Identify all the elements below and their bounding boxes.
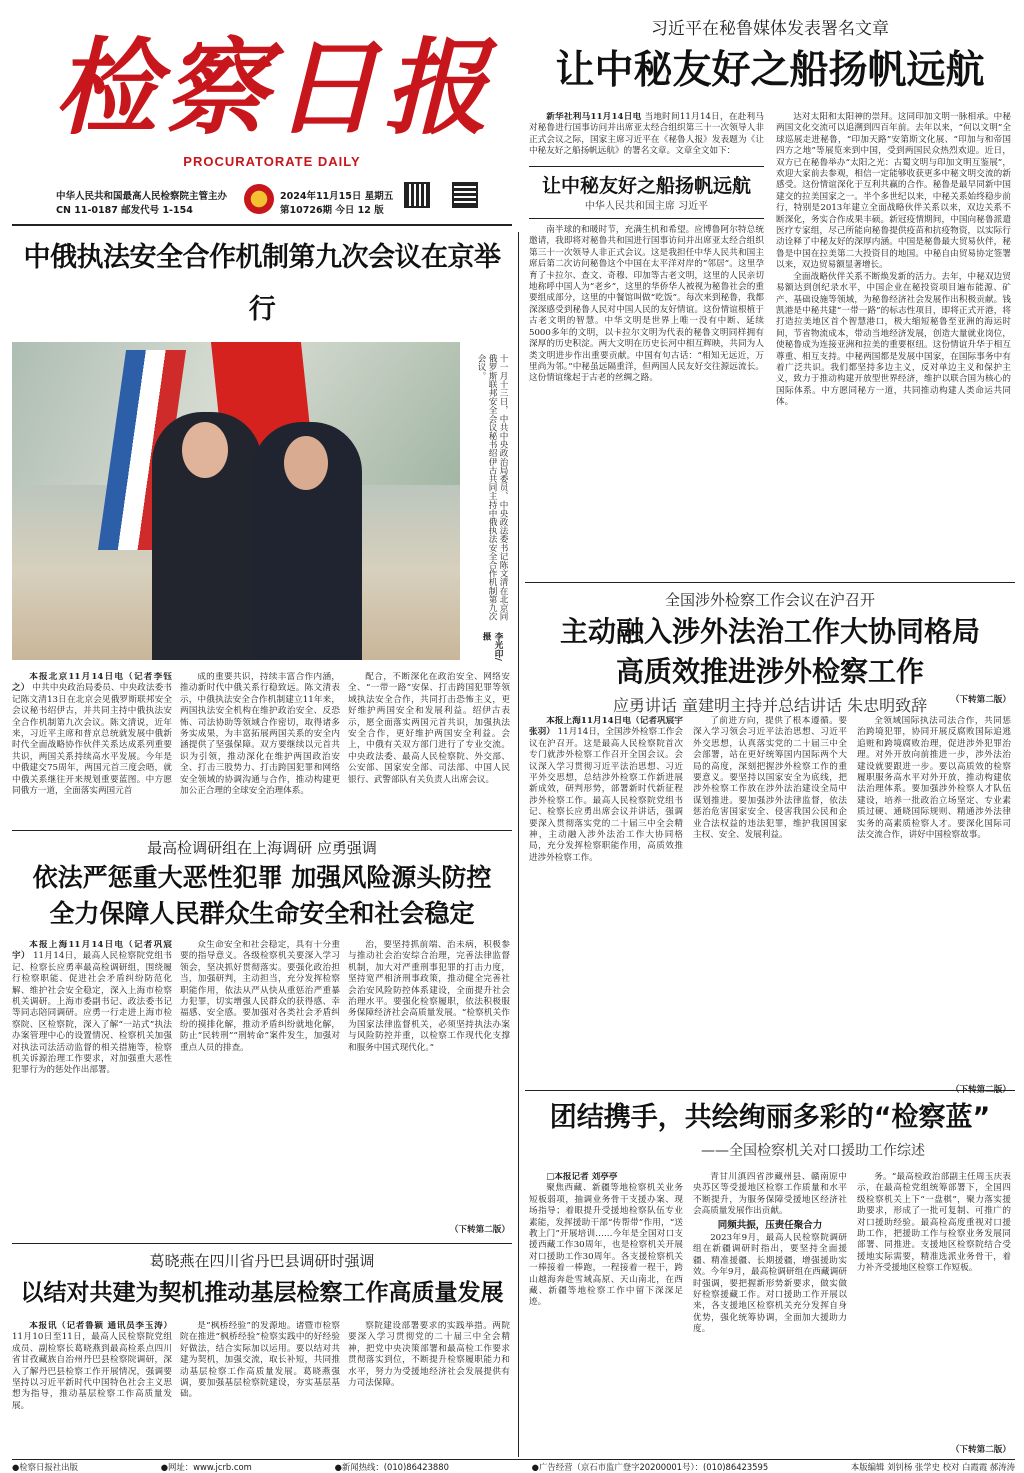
article-byline: 中华人民共和国主席 习近平 [584,200,709,212]
story-kicker: 全国涉外检察工作会议在沪召开 [664,591,875,609]
footer-ad: ●广告经营（京石市监广登字20200001号）：(010)86423595 [531,1462,769,1472]
top-story-headline: 让中秘友好之船扬帆远航 [555,48,985,93]
footer [12,1461,1015,1473]
story-headline: 高质效推进涉外检察工作 [615,655,924,688]
story-assistance [525,1096,1015,1456]
section-subheading: 同频共振，压责任聚合力 [717,1219,823,1231]
continued-note: （下转第二版） [449,1224,510,1235]
story-shanghai [12,836,512,1236]
story-kicker: 最高检调研组在上海调研 应勇强调 [147,839,377,857]
qr-code-icon[interactable] [404,182,430,208]
top-story-text: 达对太阳和太阳神的崇拜。这同印加文明一脉相承。中秘两国文化交流可以追溯到四百年前。去年以来，“何以文明”全球巡展走进秘鲁，“印加天路”安第斯文化展、“印加与和帝国四方之地”等展览来到中国，受到两国民众热烈欢迎。近日，双方已在秘鲁举办“太阳之光：古蜀文明与印加文明互鉴展”，欢迎大家前去参观，相信一定能够收获更多中秘文明交流的新感受。这份情谊深化于互利共赢的合作。秘鲁是最早同新中国建交的拉美国家之一。半个多世纪以来，中秘关系始终稳步前行，特别是2013年建立全面战略伙伴关系以来，双边关系不断深化，务实合作成果丰硕。新冠疫情期间，中国向秘鲁派遣医疗专家组，尽己所能向秘鲁提供疫苗和抗疫物资，以实际行动诠释了中秘友好的深厚内涵。中国是秘鲁最大贸易伙伴，秘鲁是中国在拉美第二大投资目的地国。中秘自由贸易协定签署以来，双边贸易额显著增长。 [776,112,1011,271]
story-column: 成的重要共识，持续丰富合作内涵，推动新时代中俄关系行稳致远。陈文清表示，中俄执法安全合作机制建立11年来，两国执法安全机构在维护政治安全、反恐怖、司法协助等领域合作密切，取得诸多务实成果，为丰富拓展两国关系的安全内涵提供了坚强保障。双方要继续以元首共识为引领，推动深化在维护两国政治安全、打击三股势力、打击跨国犯罪和网络安全领域的协调沟通与合作，推动构建更加公正合理的全球安全治理体系。 [180,672,340,797]
story-column: 本报讯（记者鲁颖 通讯员李玉涛） 11月10日至11日，最高人民检察院党组成员、副检察长葛晓燕到最高检系点四川省甘孜藏族自治州丹巴县检察院调研，深入了解丹巴县检察工作开展情况，强调要坚持以习近平新时代中国特色社会主义思想为指导，推动基层检察工作高质量发展。 [12,1321,172,1411]
top-story-text: 全面战略伙伴关系不断焕发新的活力。去年，中秘双边贸易额达到创纪录水平，中国企业在秘投资项目遍布能源、矿产、基础设施等领域，为秘鲁经济社会发展作出积极贡献。钱凯港是中秘共建“一带一路”的标志性项目，即将正式开港，将打造拉美地区首个智慧港口，极大缩短秘鲁至亚洲的海运时间，节省物流成本，带动当地经济发展，创造大量就业岗位，使秘鲁成为连接亚洲和拉美的重要枢纽。这份情谊升华于相互尊重、相互支持。中秘两国都是发展中国家，在国际事务中有着广泛共识。我们都坚持多边主义，反对单边主义和保护主义，致力于推动构建开放型世界经济，维护以联合国为核心的国际体系。中方愿同秘方一道，共同推动构建人类命运共同体。 [776,271,1011,408]
story-subhead: ——全国检察机关对口援助工作综述 [701,1143,925,1159]
story-headline: 主动融入涉外法治工作大协同格局 [559,615,980,648]
masthead-date: 2024年11月15日 星期五 [280,191,394,202]
top-story-kicker: 习近平在秘鲁媒体发表署名文章 [651,19,889,39]
story-column: □本报记者 刘亭亭 聚焦西藏、新疆等地检察机关业务短板弱项，抽调业务骨干支援办案、现场指导；着眼提升受援地检察队伍专业素能，发挥援助干部“传帮带”作用，“送教上门”开展培训……今年是全国对口支援西藏工作30周年，也是检察机关开展对口援助工作30周年。各支援检察机关一棒接着一棒跑，一程接着一程干，跨山越海奔赴雪域高原、天山南北，在西藏、新疆等地检察工作中留下深深足迹。 [529,1172,683,1308]
story-column: 配合，不断深化在政治安全、网络安全、“一带一路”安保、打击跨国犯罪等领域执法安全合作，共同打击恐怖主义，更好维护两国安全和发展利益。绍伊古表示，愿全面落实两国元首共识，加强执法安全合作，更好维护两国安全利益。会上，中俄有关双方部门进行了专业交流。中央政法委、最高人民检察院、外交部、公安部、国家安全部、司法部、中国人民银行、武警部队有关负责人出席会议。 [348,672,510,785]
continued-note: （下转第二版） [950,694,1011,705]
national-emblem-icon [244,184,274,214]
meeting-photo [12,342,460,660]
qr-code-icon[interactable] [452,182,478,208]
story-subhead: 应勇讲话 童建明主持并总结讲话 朱忠明致辞 [612,696,928,715]
story-headline: 依法严惩重大恶性犯罪 加强风险源头防控 [32,863,492,892]
masthead [12,10,512,222]
story-headline: 团结携手，共绘绚丽多彩的“检察蓝” [549,1102,991,1133]
footer-hotline: ●新闻热线：(010)86423880 [334,1462,449,1472]
continued-note: （下转第二版） [950,1444,1011,1455]
top-story-text: 南半球的和暖时节，充满生机和希望。应博鲁阿尔特总统邀请，我即将对秘鲁共和国进行国事访问并出席亚太经合组织第三十一次领导人非正式会议。这是我担任中华人民共和国主席后第二次访问秘鲁这个中国在太平洋对岸的“邻居”。这里孕育了卡拉尔、查文、奇穆、印加等古老文明，这里的人民亲切地称呼中国人为“老乡”，这里的华侨华人被视为秘鲁社会的重要组成部分，这里的中餐馆叫做“吃饭”。每次来到秘鲁，我都深深感受到秘鲁人民对中国人民的友好情谊。这份情谊根植于古老文明的智慧。中华文明是世界上唯一没有中断、延续5000多年的文明，以卡拉尔文明为代表的秘鲁文明同样拥有深厚的历史积淀。两大文明在历史长河中相互辉映，共同为人类文明进步作出重要贡献。中国有句古话：“相知无远近，万里尚为邻。”中秘虽远隔重洋，但两国人民友好交往源远流长。这份情谊缘起于古老的丝绸之路。 [529,225,764,384]
masthead-cn-number: CN 11-0187 邮发代号 1-154 [56,205,193,216]
story-column: 务。“最高检政治部副主任周玉庆表示，在最高检党组统筹部署下，全国四级检察机关上下“一盘棋”，聚力落实援助要求，形成了一批可复制、可推广的对口援助经验。最高检高度重视对口援助工作，把援助工作与检察业务发展同部署、同推进。支援地区检察院结合受援地实际需要，精准选派业务骨干，着力补齐受援地区检察工作短板。 （下转第二版） [857,1172,1011,1455]
story-column: 本报上海11月14日电（记者巩宸宇 张羽） 11月14日，全国涉外检察工作会议在沪召开。这是最高人民检察院首次专门就涉外检察工作召开全国会议。会议深入学习贯彻习近平法治思想、习近平外交思想，总结涉外检察工作新进展新成效，研判形势，部署新时代新征程涉外检察工作。最高人民检察院党组书记、检察长应勇出席会议并讲话，强调要深入贯彻落实党的二十届三中全会精神，主动融入涉外法治工作大协同格局，充分发挥检察职能作用，高质效推进涉外检察工作。 [529,716,683,863]
story-column: 本报上海11月14日电（记者巩宸宇） 11月14日，最高人民检察院党组书记、检察长应勇率最高检调研组，围绕履行检察职能、促进社会矛盾纠纷防范化解、维护社会安全稳定，深入上海市检察机关调研。上海市委副书记、政法委书记等同志陪同调研。应勇一行走进上海市检察院、区检察院，深入了解“一站式”执法办案管理中心的设置情况、检察机关加强对执法司法活动监督的相关措施等，检察机关诉源治理工作要求，对加强重大恶性犯罪行为的惩处作出部署。 [12,940,172,1076]
story-column: 本报北京11月14日电（记者李钰之） 中共中央政治局委员、中央政法委书记陈文清13日在北京会见俄罗斯联邦安全会议秘书绍伊古，并共同主持中俄执法安全合作机制第九次会议。陈文清说，近年来，习近平主席和普京总统就发展中俄新时代全面战略协作伙伴关系达成系列重要共识，两国关系持续高水平发展。今年是中俄建交75周年，两国元首三度会晤，就中俄关系继往开来规划重要蓝图。中方愿同俄方一道，全面落实两国元首 [12,672,172,797]
story-column: 了前进方向，提供了根本遵循。要深入学习领会习近平法治思想、习近平外交思想，认真落实党的二十届三中全会部署，站在更好统筹国内国际两个大局的高度，深刻把握涉外检察工作的重要意义。要坚持以国家安全为底线，把涉外检察工作放在涉外法治建设全局中谋划推进。要加强涉外法律监督，依法惩治危害国家安全、侵害我国公民和企业合法权益的违法犯罪，维护我国国家主权、安全、发展利益。 [693,716,847,841]
story-headline: 以结对共建为契机推动基层检察工作高质量发展 [20,1280,504,1306]
story-column: 治，要坚持抓前端、治未病，积极参与推动社会治安综合治理，完善法律监督机制，加大对严重刑事犯罪的打击力度，坚持宽严相济刑事政策，推动健全完善社会治安风险防控体系建设，全面提升社会治理水平。要强化检察履职，依法积极服务保障经济社会高质量发展。“检察机关作为国家法律监督机关，必须坚持执法办案与风险防控并重，以检察工作现代化支撑和服务中国式现代化。” （下转第二版） [348,940,510,1235]
masthead-publisher: 中华人民共和国最高人民检察院主管主办 [56,191,228,202]
story-law-enforcement [12,232,512,832]
footer-editors: 本版编辑 刘钊杨 张学史 校对 白霞霞 郝涛涛 [850,1462,1015,1472]
story-foreign-affairs [525,588,1015,1088]
photo-caption: 十一月十三日，中共中央政治局委员、中央政法委书记陈文清在北京同俄罗斯联邦安全会议秘书绍伊古共同主持中俄执法安全合作机制第九次会议。 [476,354,508,621]
story-headline: 全力保障人民群众生命安全和社会稳定 [49,899,475,928]
masthead-title: 检察日报 [54,26,495,149]
top-story-column-left: 新华社利马11月14日电 当地时间11月14日，在赴利马对秘鲁进行国事访问并出席亚太经合组织第三十一次领导人非正式会议之际，国家主席习近平在《秘鲁人报》发表题为《让中秘友好之船扬帆远航》的署名文章。文章全文如下： 让中秘友好之船扬帆远航 中华人民共和国主席 习近平 南半球的和暖时节，充满生机和希望。应博鲁阿尔特总统邀请，我即将对秘鲁共和国进行国事访问并出席亚太经合组织第三十一次领导人非正式会议。这是我担任中华人民共和国主席后第二次访问秘鲁这个中国在太平洋对岸的“邻居”。这里孕育了卡拉尔、查文、奇穆、印加等古老文明，这里的人民亲切地称呼中国人为“老乡”，这里的华侨华人被视为秘鲁社会的重要组成部分，这里的中餐馆叫做“吃饭”。每次来到秘鲁，我都深深感受到秘鲁人民对中国人民的友好情谊。这份情谊根植于古老文明的智慧。中华文明是世界上唯一没有中断、延续5000多年的文明，以卡拉尔文明为代表的秘鲁文明同样拥有深厚的历史积淀。两大文明在历史长河中相互辉映，共同为人类文明进步作出重要贡献。中国有句古话：“相知无远近，万里尚为邻。”中秘虽远隔重洋，但两国人民友好交往源远流长。这份情谊缘起于古老的丝绸之路。 [529,112,764,384]
story-column: 察院建设部署要求的实践举措。两院要深入学习贯彻党的二十届三中全会精神，把党中央决策部署和最高检工作要求贯彻落实到位，不断提升检察履职能力和水平，努力为受援地经济社会发展提供有力司法保障。 [348,1321,510,1389]
story-column: 青甘川滇四省涉藏州县、赣南原中央苏区等受援地区检察工作质量和水平不断提升，为服务保障受援地区经济社会高质量发展作出贡献。 同频共振，压责任聚合力 2023年9月，最高人民检察院调研组在新疆调研时指出，要坚持全面援疆、精准援疆、长期援疆，增强援助实效。今年9月，最高检调研组在西藏调研时强调，要把握新形势新要求，做实做好检察援藏工作。对口援助工作开展以来，各支援地区检察机关充分发挥自身优势，强化统筹协调，全面加大援助力度。 [693,1172,847,1335]
footer-website[interactable]: ●网址：www.jcrb.com [160,1462,252,1472]
photo-credit: 李光印/摄 [481,632,503,661]
story-kicker: 葛晓燕在四川省丹巴县调研时强调 [149,1252,375,1270]
masthead-english: PROCURATORATE DAILY [183,154,361,169]
masthead-issue: 第10726期 今日 12 版 [280,205,384,216]
article-title: 让中秘友好之船扬帆远航 [541,174,751,197]
story-headline: 中俄执法安全合作机制第九次会议在京举行 [23,242,501,325]
story-column: 全领域国际执法司法合作，共同惩治跨境犯罪，协同开展反腐败国际追逃追赃和跨境腐败治理，促进涉外犯罪治理。对外开放向前推进一步，涉外法治建设就要跟进一步。要以高质效的检察履职服务高水平对外开放，推动构建依法治理体系。要加强涉外检察人才队伍建设，培养一批政治立场坚定、专业素质过硬、通晓国际规则、精通涉外法律实务的高素质检察人才。要深化国际司法交流合作，讲好中国检察故事。 [857,716,1011,1096]
story-column: 是“枫桥经验”的发源地。诸暨市检察院在推进“枫桥经验”检察实践中的好经验好做法，结合实际加以运用。要以结对共建为契机，加强交流，取长补短，共同推动基层检察工作高质量发展。葛晓燕强调，要加强基层检察院建设，夯实基层基础。 [180,1321,340,1400]
footer-publisher: ●检察日报社出版 [12,1462,78,1472]
story-sichuan [12,1249,512,1457]
story-column: 众生命安全和社会稳定，具有十分重要的指导意义。各级检察机关要深入学习领会，坚决抓好贯彻落实。要强化政治担当，加强研判，主动担当，充分发挥检察职能作用，依法从严从快从重惩治严重暴力犯罪，切实增强人民群众的获得感、幸福感、安全感。要加强对各类社会矛盾纠纷的摸排化解，推动矛盾纠纷就地化解，防止“民转刑”“刑转命”案件发生，加强对重点人员的排查。 [180,940,340,1053]
